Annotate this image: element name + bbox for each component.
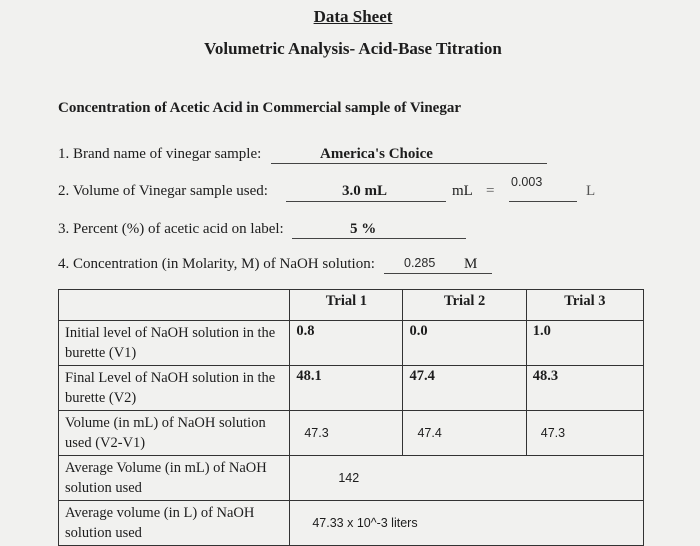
question-4-answer-line [384, 273, 492, 274]
table-row [59, 366, 644, 411]
cell-volume-trial-2: 47.4 [403, 411, 526, 456]
question-3-label: 3. Percent (%) of acetic acid on label: [58, 221, 284, 237]
question-2-answer: 3.0 mL [342, 183, 387, 199]
table-row [59, 501, 644, 546]
question-2-converted-line [509, 201, 577, 202]
question-4-unit: M [464, 256, 478, 272]
question-2-converted: 0.003 [511, 175, 543, 189]
table-header-trial-2: Trial 2 [403, 290, 526, 321]
cell-average-volume-ml: 142 [290, 456, 644, 501]
table-header-blank [59, 290, 290, 321]
page-title: Data Sheet [313, 7, 393, 26]
question-2-converted-unit: L [586, 183, 596, 199]
table-header-row [59, 290, 644, 321]
row-label-volume-used: Volume (in mL) of NaOH solution used (V2-V1) [59, 411, 290, 456]
table-header-trial-1: Trial 1 [290, 290, 403, 321]
question-3-answer-line [292, 238, 466, 239]
cell-final-trial-1: 48.1 [290, 366, 403, 411]
table-header-trial-3: Trial 3 [526, 290, 643, 321]
cell-initial-trial-3: 1.0 [526, 321, 643, 366]
question-2-label: 2. Volume of Vinegar sample used: [58, 183, 268, 199]
section-title: Concentration of Acetic Acid in Commercial sample of Vinegar [58, 100, 461, 116]
table-row [59, 321, 644, 366]
question-3-answer: 5 % [350, 221, 377, 237]
question-4-label: 4. Concentration (in Molarity, M) of NaOH solution: [58, 256, 375, 272]
cell-initial-trial-2: 0.0 [403, 321, 526, 366]
row-label-final-level: Final Level of NaOH solution in the burette (V2) [59, 366, 290, 411]
row-label-average-volume-l: Average volume (in L) of NaOH solution used [59, 501, 290, 546]
row-label-initial-level: Initial level of NaOH solution in the burette (V1) [59, 321, 290, 366]
question-1-answer: America's Choice [320, 146, 433, 162]
question-2-unit: mL [452, 183, 473, 199]
cell-average-volume-l: 47.33 x 10^-3 liters [290, 501, 644, 546]
table-row [59, 456, 644, 501]
question-1-label: 1. Brand name of vinegar sample: [58, 146, 262, 162]
cell-volume-trial-3: 47.3 [526, 411, 643, 456]
cell-final-trial-2: 47.4 [403, 366, 526, 411]
cell-volume-trial-1: 47.3 [290, 411, 403, 456]
question-1-answer-line [271, 163, 547, 164]
question-4-answer: 0.285 [404, 256, 436, 270]
table-row [59, 411, 644, 456]
cell-final-trial-3: 48.3 [526, 366, 643, 411]
question-2-answer-line [286, 201, 446, 202]
question-2-equals: = [486, 183, 495, 199]
row-label-average-volume-ml: Average Volume (in mL) of NaOH solution used [59, 456, 290, 501]
page-subtitle: Volumetric Analysis- Acid-Base Titration [204, 39, 502, 58]
cell-initial-trial-1: 0.8 [290, 321, 403, 366]
titration-data-table [58, 289, 644, 546]
